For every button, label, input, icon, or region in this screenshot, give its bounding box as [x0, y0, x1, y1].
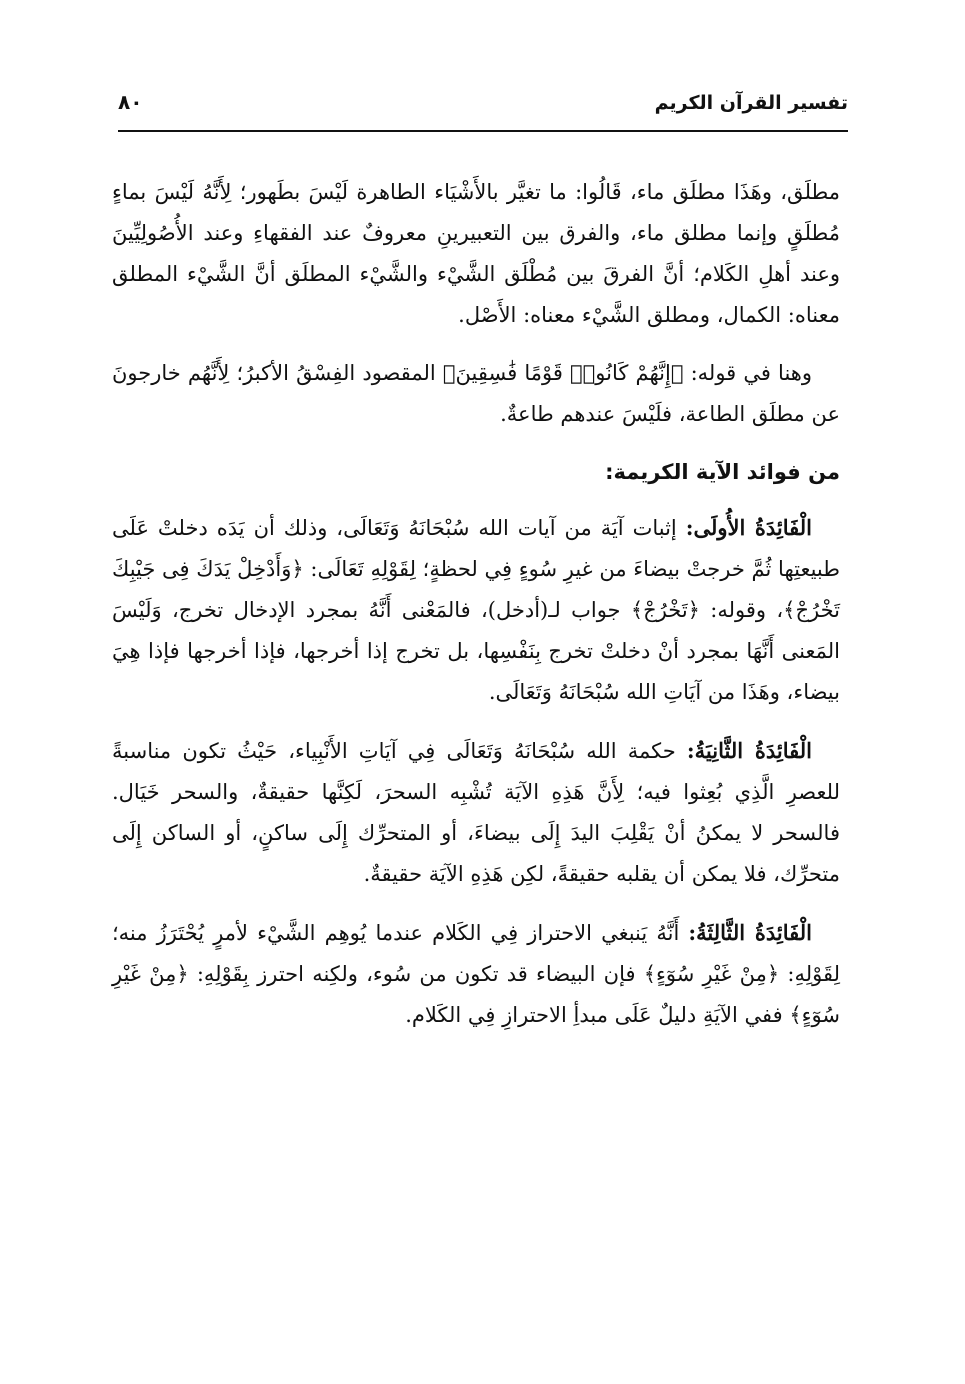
header-divider	[118, 130, 848, 132]
benefit-third	[112, 912, 840, 1036]
benefit-first-label: الْفَائِدَةُ الأُولَى:	[685, 515, 813, 540]
page-number: ٨٠	[118, 90, 143, 114]
paragraph-fisq: وهنا في قوله: ﴿إِنَّهُمْ كَانُوا۟ قَوْمًا فَٰسِقِينَ﴾ المقصود الفِسْقُ الأكبرُ؛ لِأَنَّهُم خارجونَ عن مطلَق الطاعة، فلَيْسَ عندهم طاعةٌ.	[112, 361, 840, 426]
section-heading: من فوائد الآية الكريمة:	[605, 460, 840, 484]
benefit-third-label: الْفَائِدَةُ الثَّالِثَةُ:	[688, 920, 812, 945]
benefit-second-text: حكمة الله سُبْحَانَهُ وَتَعَالَى فِي آيَاتِ الأَنْبِياء، حَيْثُ تكون مناسبةً للعصرِ الَّذِي بُعِثوا فيه؛ لِأَنَّ هَذِهِ الآيَة تُشْبِه السحرَ، لَكِنَّها حقيقةٌ، والسحر خَيَال. فالسحر لا يمكنُ أنْ يَقْلِبَ اليدَ إِلَى بيضاءَ، أو المتحرِّك إِلَى ساكنٍ، أو الساكن إِلَى متحرِّك، فلا يمكن أن يقلبه حقيقةً، لكِن هَذِهِ الآيَة حقيقةٌ.	[112, 739, 840, 886]
benefit-first-text: إثبات آيَة من آيات الله سُبْحَانَهُ وَتَعَالَى، وذلك أن يَدَه دخلتْ عَلَى طبيعتِها ثُمَّ خرجتْ بيضاءَ من غيرِ سُوءٍ فِي لحظةٍ؛ لِقَوْلِهِ تَعَالَى: ﴿وَأَدْخِلْ يَدَكَ فِى جَيْبِكَ تَخْرُجْ﴾، وقوله: ﴿تَخْرُجْ﴾ جواب لـ(أدخل)، فالمَعْنى أَنَّهُ بمجرد الإدخال تخرج، وَلَيْسَ المَعنى أَنَّهَا بمجرد أنْ دخلتْ تخرج بِنَفْسِها، بل تخرج إذا أخرجها، فإذا أخرجها فإذا هِيَ بيضاء، وهَذَا من آيَاتِ الله سُبْحَانَهُ وَتَعَالَى.	[112, 516, 840, 704]
benefit-second	[112, 730, 840, 895]
book-title: تفسير القرآن الكريم	[654, 92, 848, 114]
page-body	[112, 172, 840, 1053]
running-header	[118, 88, 848, 128]
benefit-second-label: الْفَائِدَةُ الثَّانِيَةُ:	[686, 738, 812, 763]
benefit-first	[112, 507, 840, 713]
paragraph-intro: مطلَق، وهَذَا مطلَق ماء، قَالُوا: ما تغيَّر بالأَشْيَاء الطاهرة لَيْسَ بطَهور؛ لِأَنَّهُ لَيْسَ بماءٍ مُطلَقٍ وإنما مطلق ماء، والفرق بين التعبيرينِ معروفٌ عند الفقهاءِ وعند الأُصُولِيِّينَ وعند أهلِ الكَلام؛ أنَّ الفرقَ بين مُطْلَق الشَّيْء والشَّيْء المطلَق أنَّ الشَّيْء المطلق معناه: الكمال، ومطلق الشَّيْء معناه: الأَصْل.	[112, 180, 840, 327]
benefit-third-text: أَنَّهُ يَنبغي الاحتراز فِي الكَلام عندما يُوهِم الشَّيْء لأمرٍ يُحْتَرَزُ منه؛ لِقَوْلِهِ: ﴿مِنْ غَيْرِ سُوٓءٍ﴾ فإن البيضاء قد تكون من سُوء، ولكِنه احترز بِقَوْلِهِ: ﴿مِنْ غَيْرِ سُوٓءٍ﴾ ففي الآيَةِ دليلٌ عَلَى مبدأِ الاحترازِ فِي الكَلام.	[112, 921, 840, 1027]
